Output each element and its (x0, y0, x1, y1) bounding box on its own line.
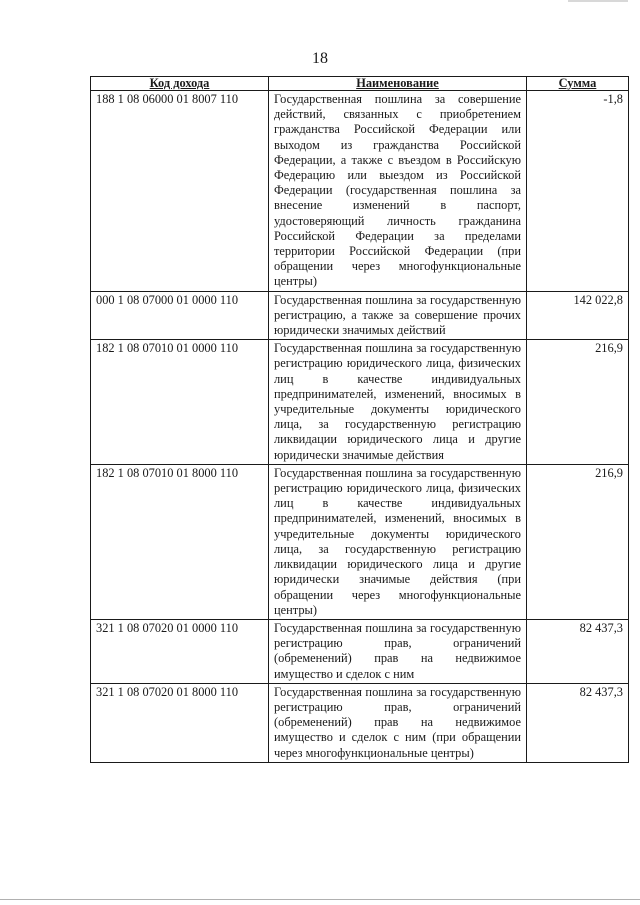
revenue-code-cell: 182 1 08 07010 01 0000 110 (91, 340, 269, 465)
revenue-name-cell: Государственная пошлина за совершение действий, связанных с приобретением гражданства Российской Федерации или выходом из гражданства Российской Федерации, а также с въездом в Российскую Федерацию или выездом из Российской Федерации (государственная пошлина за внесение изменений в паспорт, удостоверяющий личность гражданина Российской Федерации за пределами территории Российской Федерации (при обращении через многофункциональные центры) (269, 91, 527, 292)
header-row (91, 77, 629, 91)
table-body (91, 91, 629, 763)
revenue-name-cell: Государственная пошлина за государственную регистрацию, а также за совершение прочих юридически значимых действий (269, 291, 527, 340)
revenue-amount-cell: 216,9 (527, 340, 629, 465)
header-code: Код дохода (91, 77, 269, 91)
header-amount: Сумма (527, 77, 629, 91)
revenue-table (90, 76, 629, 763)
revenue-name-cell: Государственная пошлина за государственную регистрацию прав, ограничений (обременений) прав на недвижимое имущество и сделок с ним (269, 619, 527, 683)
revenue-name-cell: Государственная пошлина за государственную регистрацию юридического лица, физических лиц в качестве индивидуальных предпринимателей, изменений, вносимых в учредительные документы юридического лица, за государственную регистрацию ликвидации юридического лица и другие юридически значимые действия (при обращении через многофункциональные центры) (269, 464, 527, 619)
revenue-name-cell: Государственная пошлина за государственную регистрацию юридического лица, физических лиц в качестве индивидуальных предпринимателей, изменений, вносимых в учредительные документы юридического лица, за государственную регистрацию ликвидации юридического лица и другие юридически значимые действия (269, 340, 527, 465)
revenue-code-cell: 321 1 08 07020 01 8000 110 (91, 683, 269, 762)
table-row (91, 91, 629, 292)
scan-bottom-edge (0, 899, 640, 900)
table-row (91, 464, 629, 619)
revenue-name-cell: Государственная пошлина за государственную регистрацию прав, ограничений (обременений) прав на недвижимое имущество и сделок с ним (при обращении через многофункциональные центры) (269, 683, 527, 762)
page-number: 18 (312, 50, 328, 67)
table-row (91, 291, 629, 340)
revenue-code-cell: 182 1 08 07010 01 8000 110 (91, 464, 269, 619)
revenue-code-cell: 000 1 08 07000 01 0000 110 (91, 291, 269, 340)
table-row (91, 619, 629, 683)
scan-edge-mark (568, 0, 628, 2)
revenue-amount-cell: -1,8 (527, 91, 629, 292)
table-row (91, 340, 629, 465)
revenue-code-cell: 188 1 08 06000 01 8007 110 (91, 91, 269, 292)
revenue-amount-cell: 216,9 (527, 464, 629, 619)
revenue-amount-cell: 142 022,8 (527, 291, 629, 340)
revenue-amount-cell: 82 437,3 (527, 683, 629, 762)
header-name: Наименование (269, 77, 527, 91)
revenue-amount-cell: 82 437,3 (527, 619, 629, 683)
table-header (91, 77, 629, 91)
revenue-code-cell: 321 1 08 07020 01 0000 110 (91, 619, 269, 683)
table-row (91, 683, 629, 762)
